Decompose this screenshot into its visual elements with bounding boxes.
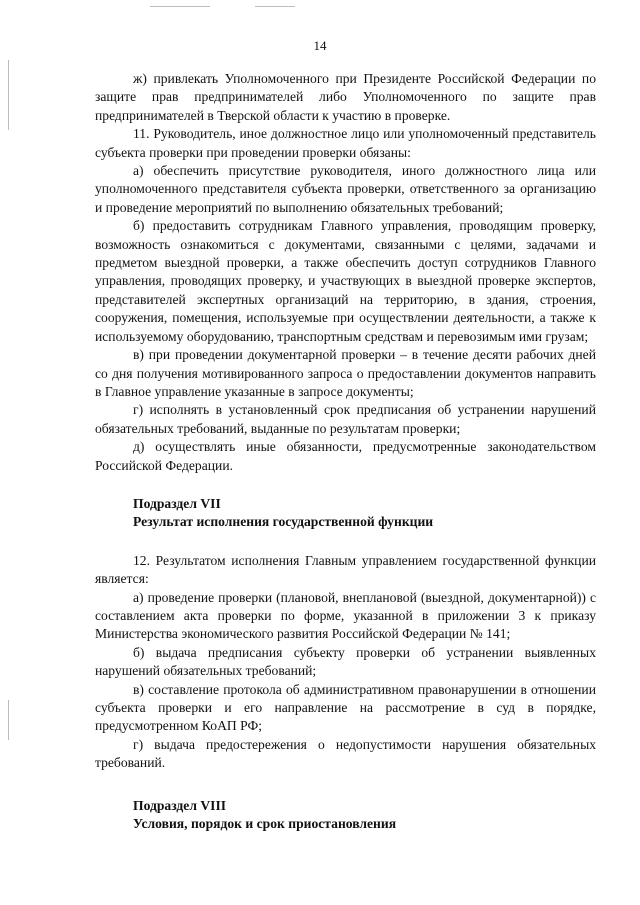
paragraph-11-b: б) предоставить сотрудникам Главного управления, проводящим проверку, возможность ознакомиться с документами, связанными с целями, задачами и предметом выездной проверки, а также обеспечить доступ сотрудников Главного управления, проводящих проверку, и участвующих в выездной проверке экспертов, представителей экспертных организаций на территорию, в здания, строения, сооружения, помещения, используемые при осуществлении деятельности, а также к используемому оборудованию, транспортным средствам и перевозимым ими грузам; — [95, 218, 596, 344]
page-number: 14 — [313, 38, 327, 53]
paragraph-12-g: г) выдача предостережения о недопустимости нарушения обязательных требований. — [95, 736, 596, 771]
paragraph-11-g: г) исполнять в установленный срок предписания об устранении нарушений обязательных требований, выданные по результатам проверки; — [95, 402, 596, 436]
scan-artifact-top — [150, 6, 210, 7]
paragraph-11-d: д) осуществлять иные обязанности, предусмотренные законодательством Российской Федерации. — [95, 439, 596, 473]
subsection-viii-subtitle: Условия, порядок и срок приостановления — [133, 816, 397, 832]
paragraph-11-a: а) обеспечить присутствие руководителя, иного должностного лица или уполномоченного представителя субъекта проверки, ответственного за организацию и проведение мероприятий по выполнению обязательных требований; — [95, 163, 596, 215]
subsection-vii-title: Подраздел VII — [133, 495, 221, 511]
paragraph-12: 12. Результатом исполнения Главным управлением государственной функции является: — [95, 552, 596, 587]
paragraph-11-v: в) при проведении документарной проверки – в течение десяти рабочих дней со дня получения мотивированного запроса о предоставлении документов направить в Главное управление указанные в запросе документы; — [95, 347, 596, 399]
paragraph-12-b: б) выдача предписания субъекту проверки об устранении выявленных нарушений обязательных требований; — [95, 644, 596, 679]
paragraph-zh: ж) привлекать Уполномоченного при Президенте Российской Федерации по защите прав предпринимателей либо Уполномоченного по защите прав предпринимателей в Тверской области к участию в проверке. — [95, 71, 596, 123]
subsection-viii-title: Подраздел VIII — [133, 797, 227, 813]
paragraph-11: 11. Руководитель, иное должностное лицо или уполномоченный представитель субъекта проверки при проведении проверки обязаны: — [95, 126, 596, 160]
paragraph-12-a: а) проведение проверки (плановой, внеплановой (выездной, документарной)) с составлением акта проверки по форме, указанной в приложении 3 к приказу Министерства экономического развития Российской Федерации № 141; — [95, 589, 596, 642]
paragraph-12-v: в) составление протокола об административном правонарушении в отношении субъекта проверки и его направление на рассмотрение в суд в порядке, предусмотренном КоАП РФ; — [95, 681, 596, 734]
scan-artifact-top-right — [255, 6, 295, 7]
subsection-vii-subtitle: Результат исполнения государственной функции — [133, 514, 434, 530]
scan-artifact-left-margin — [8, 60, 9, 130]
scan-artifact-left-margin-lower — [8, 700, 9, 740]
document-body — [95, 70, 596, 833]
